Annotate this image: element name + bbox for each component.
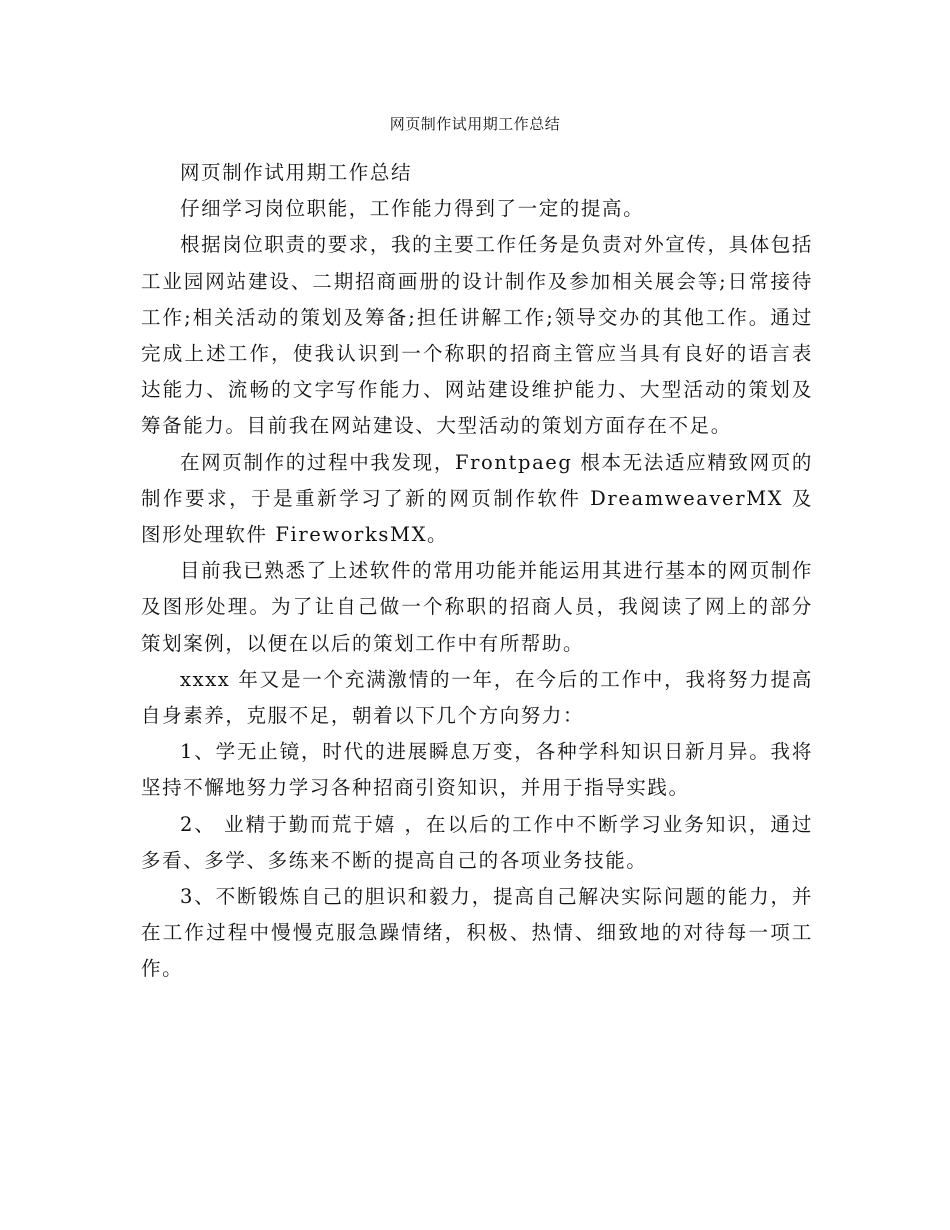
paragraph: 根据岗位职责的要求，我的主要工作任务是负责对外宣传，具体包括工业园网站建设、二期招商画册的设计制作及参加相关展会等;日常接待工作;相关活动的策划及筹备;担任讲解工作;领导交办的其他工作。通过完成上述工作，使我认识到一个称职的招商主管应当具有良好的语言表达能力、流畅的文字写作能力、网站建设维护能力、大型活动的策划及筹备能力。目前我在网站建设、大型活动的策划方面存在不足。 — [141, 233, 814, 438]
paragraph: 仔细学习岗位职能，工作能力得到了一定的提高。 — [180, 197, 645, 221]
paragraph: 目前我已熟悉了上述软件的常用功能并能运用其进行基本的网页制作及图形处理。为了让自己做一个称职的招商人员，我阅读了网上的部分策划案例，以便在以后的策划工作中有所帮助。 — [141, 559, 814, 655]
paragraph-list-item: 2、 业精于勤而荒于嬉 ，在以后的工作中不断学习业务知识，通过多看、多学、多练来不断的提高自己的各项业务技能。 — [141, 812, 813, 872]
paragraph: xxxx 年又是一个充满激情的一年，在今后的工作中，我将努力提高自身素养，克服不足，朝着以下几个方向努力： — [141, 667, 813, 728]
paragraph-list-item: 3、不断锻炼自己的胆识和毅力，提高自己解决实际问题的能力，并在工作过程中慢慢克服急躁情绪，积极、热情、细致地的对待每一项工作。 — [141, 885, 813, 981]
document-body — [141, 155, 813, 988]
paragraph: 在网页制作的过程中我发现，Frontpaeg 根本无法适应精致网页的制作要求，于是重新学习了新的网页制作软件 DreamweaverMX 及图形处理软件 FireworksMX。 — [141, 450, 813, 547]
paragraph-title: 网页制作试用期工作总结 — [180, 161, 413, 184]
paragraph-list-item: 1、学无止镜，时代的进展瞬息万变，各种学科知识日新月异。我将坚持不懈地努力学习各种招商引资知识，并用于指导实践。 — [141, 740, 813, 800]
document-header: 网页制作试用期工作总结 — [389, 115, 561, 133]
